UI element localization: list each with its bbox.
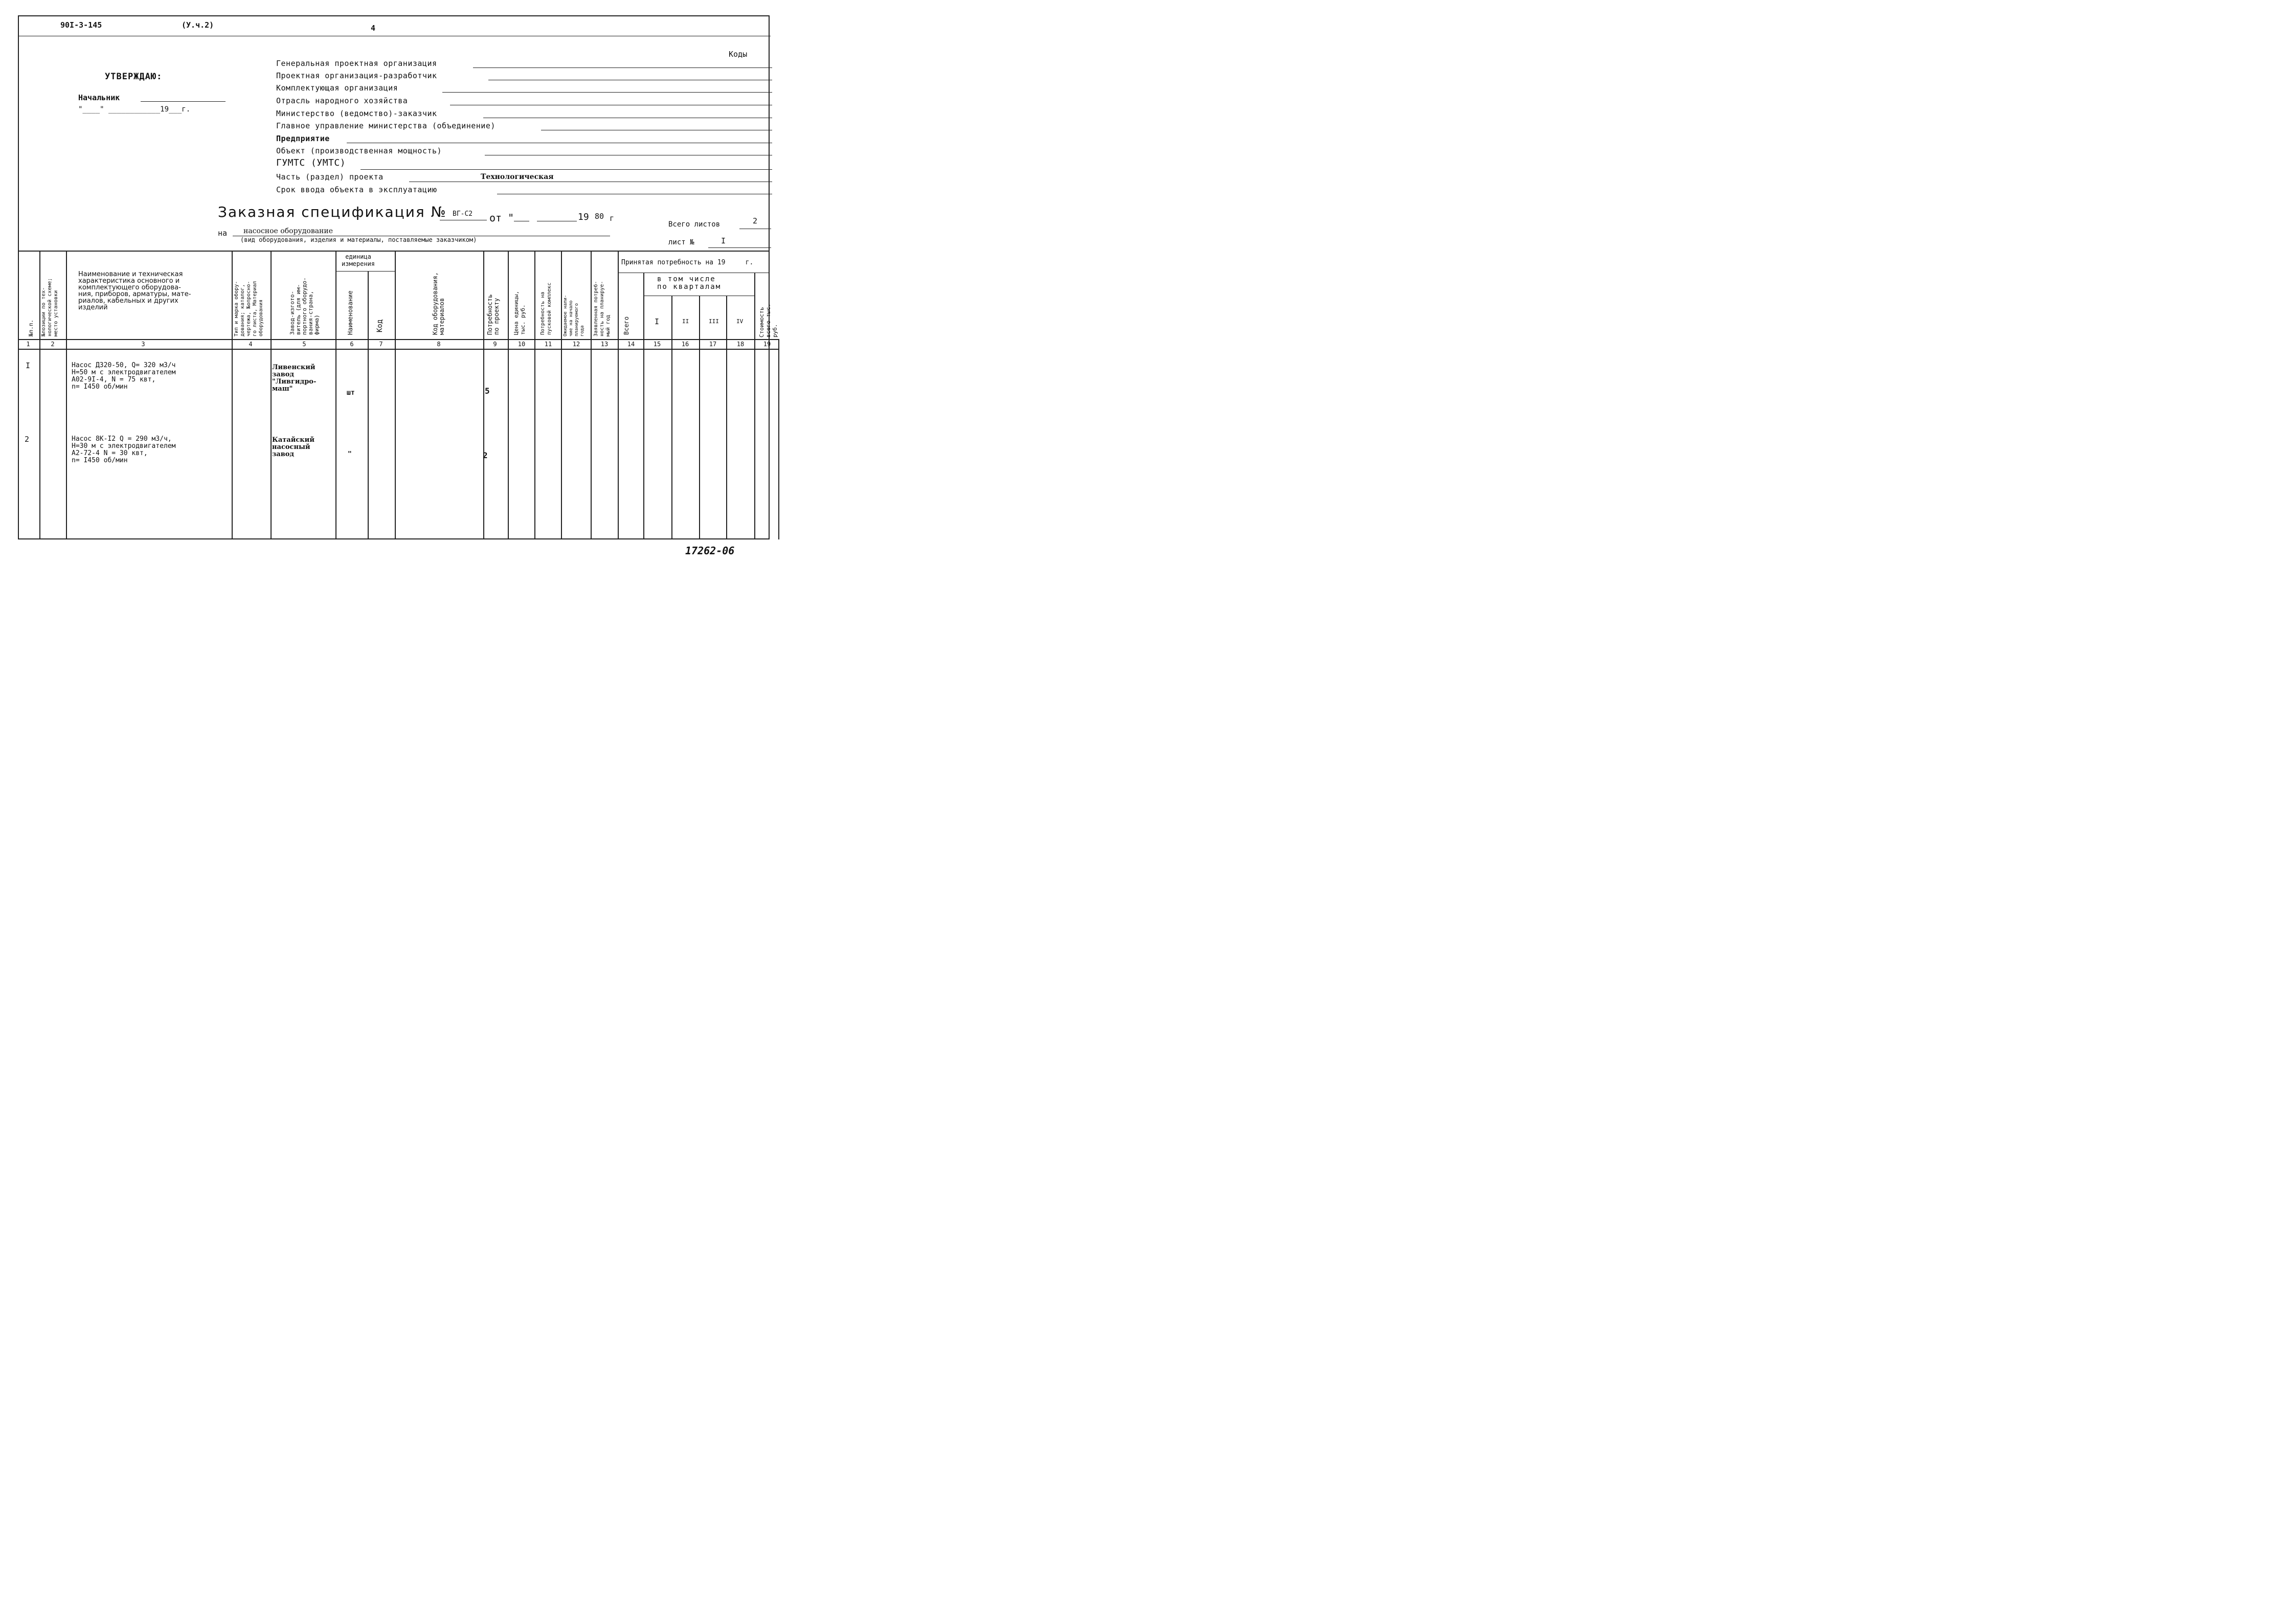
col-number: 8 (437, 341, 441, 348)
col-number: 10 (517, 341, 526, 348)
quarters-group-header: в том числе по кварталам (657, 275, 722, 291)
col-number: 11 (544, 341, 552, 348)
col-line (508, 251, 509, 539)
col-number: 17 (709, 341, 717, 348)
field-line (473, 67, 772, 68)
accepted-group-header: Принятая потребность на 19 г. (621, 259, 754, 266)
col-header-12: Ожидаемое нали- чие на начало планируемого года (563, 295, 585, 336)
spec-na: на (218, 229, 228, 238)
document-part: (У.ч.2) (182, 20, 214, 30)
approval-date: "____" ____________19___г. (78, 105, 191, 114)
col-number: 14 (627, 341, 635, 348)
col-number: 7 (379, 341, 383, 348)
quarter-3: III (709, 318, 719, 325)
col-number: 1 (26, 341, 30, 348)
col-line (591, 251, 592, 539)
row-item-name: Насос 8К-I2 Q = 290 м3/ч, Н=30 м с электродвигателем А2-72-4 N = 30 квт, n= I450 об/мин (72, 435, 176, 464)
spec-title: Заказная спецификация № (218, 204, 447, 220)
total-sheets-value: 2 (753, 216, 758, 225)
col-line (778, 339, 779, 539)
table-top-line (19, 251, 770, 252)
col-line (368, 271, 369, 539)
row-quantity: 5 (485, 386, 490, 396)
col-line (726, 296, 727, 539)
field-general-organization: Генеральная проектная организация (276, 59, 437, 68)
spec-number: ВГ-С2 (453, 210, 473, 218)
col-header-1: №п.п. (28, 319, 34, 336)
col-number: 4 (249, 341, 253, 348)
col-header-14: Всего (623, 316, 630, 335)
spec-subject-note: (вид оборудования, изделия и материалы, поставляемые заказчиком) (240, 236, 477, 243)
row-number: I (26, 361, 31, 370)
col-number: 15 (653, 341, 661, 348)
row-unit: шт (347, 389, 355, 397)
col-number: 5 (302, 341, 306, 348)
col-line (643, 273, 644, 539)
col-line (395, 251, 396, 539)
col-header-7: Код (376, 319, 384, 332)
spec-year-prefix: 19 (578, 212, 589, 222)
field-main-department: Главное управление министерства (объединение) (276, 121, 496, 130)
row-quantity: 2 (483, 450, 488, 460)
row-manufacturer: Ливенский завод "Ливгидро- маш" (272, 364, 317, 393)
project-part-value: Технологическая (481, 173, 554, 181)
field-ministry: Министерство (ведомство)-заказчик (276, 109, 437, 118)
col-number: 12 (572, 341, 580, 348)
row-item-name: Насос Д320-50, Q= 320 м3/ч Н=50 м с электродвигателем А02-9I-4, N = 75 квт, n= I450 об/мин (72, 362, 176, 391)
total-sheets-label: Всего листов (668, 220, 721, 229)
spec-year: 80 (595, 212, 604, 221)
page-number: 4 (371, 24, 376, 33)
col-header-19: Стоимость всего тыс. руб. (758, 303, 778, 337)
col-header-11: Потребность на пусковой комплекс (540, 282, 552, 335)
col-number: 3 (141, 341, 145, 348)
row-manufacturer: Катайский насосный завод (272, 436, 314, 458)
col-header-3: Наименование и техническая характеристика основного и комплектующего оборудова- ния, приборов, арматуры, мате- риалов, кабельных и других изделий (78, 270, 191, 311)
row-number: 2 (25, 435, 30, 444)
quarter-1: I (655, 317, 660, 326)
col-number: 16 (681, 341, 689, 348)
field-line (361, 169, 772, 170)
col-line (561, 251, 562, 539)
col-header-4: Тип и марка обору- дования; каталог, чертежа, №опросно- го листа, Материал оборудования (234, 281, 264, 336)
col-line (483, 251, 484, 539)
col-number: 6 (350, 341, 354, 348)
col-number: 19 (763, 341, 771, 348)
col-header-5: Завод-изгото- витель (для им- портного оборудо- вания-страна, фирма) (289, 277, 320, 335)
sheet-line (708, 247, 771, 248)
col-number: 13 (600, 341, 609, 348)
field-industry: Отрасль народного хозяйства (276, 96, 408, 105)
col-header-6: Наименование (347, 290, 354, 335)
field-line (442, 92, 772, 93)
col-header-8: Код оборудования, материалов (432, 272, 445, 335)
col-line (232, 251, 233, 539)
col-line (271, 251, 272, 539)
spec-year-suffix: г (610, 214, 615, 223)
sheet-value: I (721, 236, 726, 245)
col-line (39, 251, 40, 539)
codes-label: Коды (729, 50, 748, 59)
col-line (618, 251, 619, 539)
field-supplying-organization: Комплектующая организация (276, 83, 398, 93)
approval-title: УТВЕРЖДАЮ: (105, 72, 163, 82)
col-line (699, 296, 700, 539)
field-enterprise: Предприятие (276, 134, 330, 143)
col-number: 9 (493, 341, 497, 348)
col-header-9: Потребность по проекту (486, 294, 500, 335)
col-header-10: Цена единицы, тыс. руб. (513, 290, 526, 335)
col-line (671, 296, 672, 539)
quarter-2: II (682, 318, 689, 325)
sheet-label: лист № (668, 238, 694, 246)
chief-line (141, 101, 226, 102)
table-numbers-bottom (19, 349, 779, 350)
document-code: 90I-3-145 (60, 20, 102, 30)
row-unit: " (348, 450, 352, 458)
quarter-4: IV (736, 318, 744, 325)
col-line (335, 251, 336, 539)
col-header-2: №позиции по тех- нологической схеме; место установки (41, 278, 59, 336)
spec-subject: насосное оборудование (243, 227, 333, 235)
field-design-organization: Проектная организация-разработчик (276, 71, 437, 80)
col-number: 18 (736, 341, 745, 348)
field-commissioning-date: Срок ввода объекта в эксплуатацию (276, 185, 437, 194)
unit-group-header: единица измерения (342, 253, 375, 267)
footer-stamp: 17262-06 (685, 545, 735, 557)
col-number: 2 (51, 341, 55, 348)
field-object: Объект (производственная мощность) (276, 146, 442, 155)
field-project-part: Часть (раздел) проекта (276, 172, 384, 182)
col-line (66, 251, 67, 539)
col-line (534, 251, 535, 539)
field-gumts: ГУМТС (УМТС) (276, 157, 346, 168)
table-header-bottom (19, 339, 779, 340)
unit-group-line (335, 271, 395, 272)
col-header-13: Заявленная потреб- ность на планируе- мый год (593, 281, 611, 336)
col-line (754, 273, 755, 539)
approval-chief-label: Начальник (78, 93, 120, 102)
spec-from: от " (489, 212, 514, 224)
